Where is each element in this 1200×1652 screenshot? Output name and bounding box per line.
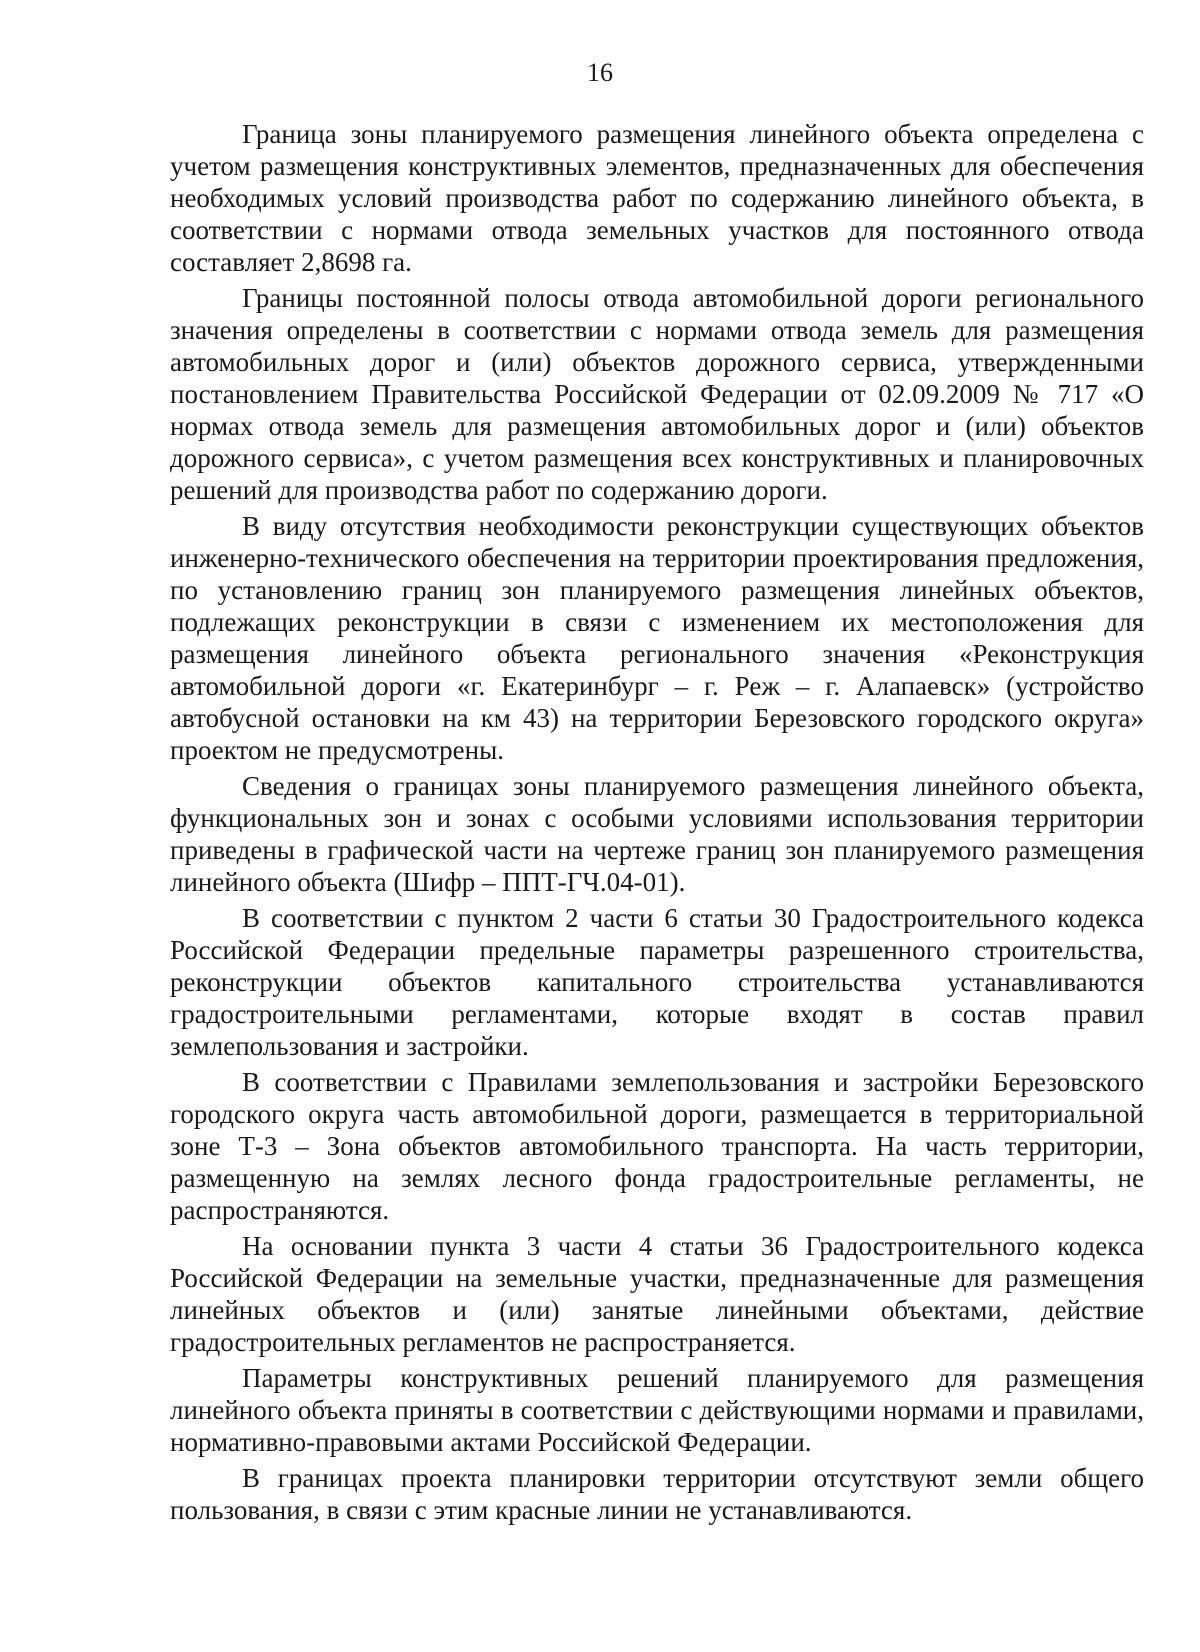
paragraph-graphic-part: Сведения о границах зоны планируемого размещения линейного объекта, функциональных зон и зонах с особыми условиями использования территории приведены в графической части на чертеже границ зон планируемого размещения линейного объекта (Шифр – ППТ-ГЧ.04-01). [170, 771, 1144, 897]
paragraph-article-36: На основании пункта 3 части 4 статьи 36 Градостроительного кодекса Российской Федерации на земельные участки, предназначенные для размещения линейных объектов и (или) занятые линейными объектами, действие градостроительных регламентов не распространяется. [170, 1231, 1144, 1357]
paragraph-article-30: В соответствии с пунктом 2 части 6 статьи 30 Градостроительного кодекса Российской Федерации предельные параметры разрешенного строительства, реконструкции объектов капитального строительства устанавливаются градостроительными регламентами, которые входят в состав правил землепользования и застройки. [170, 903, 1144, 1061]
paragraph-red-lines: В границах проекта планировки территории отсутствуют земли общего пользования, в связи с этим красные линии не устанавливаются. [170, 1463, 1144, 1525]
paragraph-zone-boundary: Граница зоны планируемого размещения линейного объекта определена с учетом размещения конструктивных элементов, предназначенных для обеспечения необходимых условий производства работ по содержанию линейного объекта, в соответствии с нормами отвода земельных участков для постоянного отвода составляет 2,8698 га. [170, 119, 1144, 277]
document-body [170, 118, 1144, 1530]
paragraph-right-of-way: Границы постоянной полосы отвода автомобильной дороги регионального значения определены в соответствии с нормами отвода земель для размещения автомобильных дорог и (или) объектов дорожного сервиса, утвержденными постановлением Правительства Российской Федерации от 02.09.2009 № 717 «О нормах отвода земель для размещения автомобильных дорог и (или) объектов дорожного сервиса», с учетом размещения всех конструктивных и планировочных решений для производства работ по содержанию дороги. [170, 283, 1144, 505]
paragraph-design-parameters: Параметры конструктивных решений планируемого для размещения линейного объекта приняты в соответствии с действующими нормами и правилами, нормативно-правовыми актами Российской Федерации. [170, 1363, 1144, 1457]
paragraph-no-reconstruction: В виду отсутствия необходимости реконструкции существующих объектов инженерно-технического обеспечения на территории проектирования предложения, по установлению границ зон планируемого размещения линейных объектов, подлежащих реконструкции в связи с изменением их местоположения для размещения линейного объекта регионального значения «Реконструкция автомобильной дороги «г. Екатеринбург – г. Реж – г. Алапаевск» (устройство автобусной остановки на км 43) на территории Березовского городского округа» проектом не предусмотрены. [170, 511, 1144, 765]
paragraph-land-use-rules: В соответствии с Правилами землепользования и застройки Березовского городского округа часть автомобильной дороги, размещается в территориальной зоне Т-3 – Зона объектов автомобильного транспорта. На часть территории, размещенную на землях лесного фонда градостроительные регламенты, не распространяются. [170, 1067, 1144, 1225]
page-number: 16 [587, 58, 613, 87]
